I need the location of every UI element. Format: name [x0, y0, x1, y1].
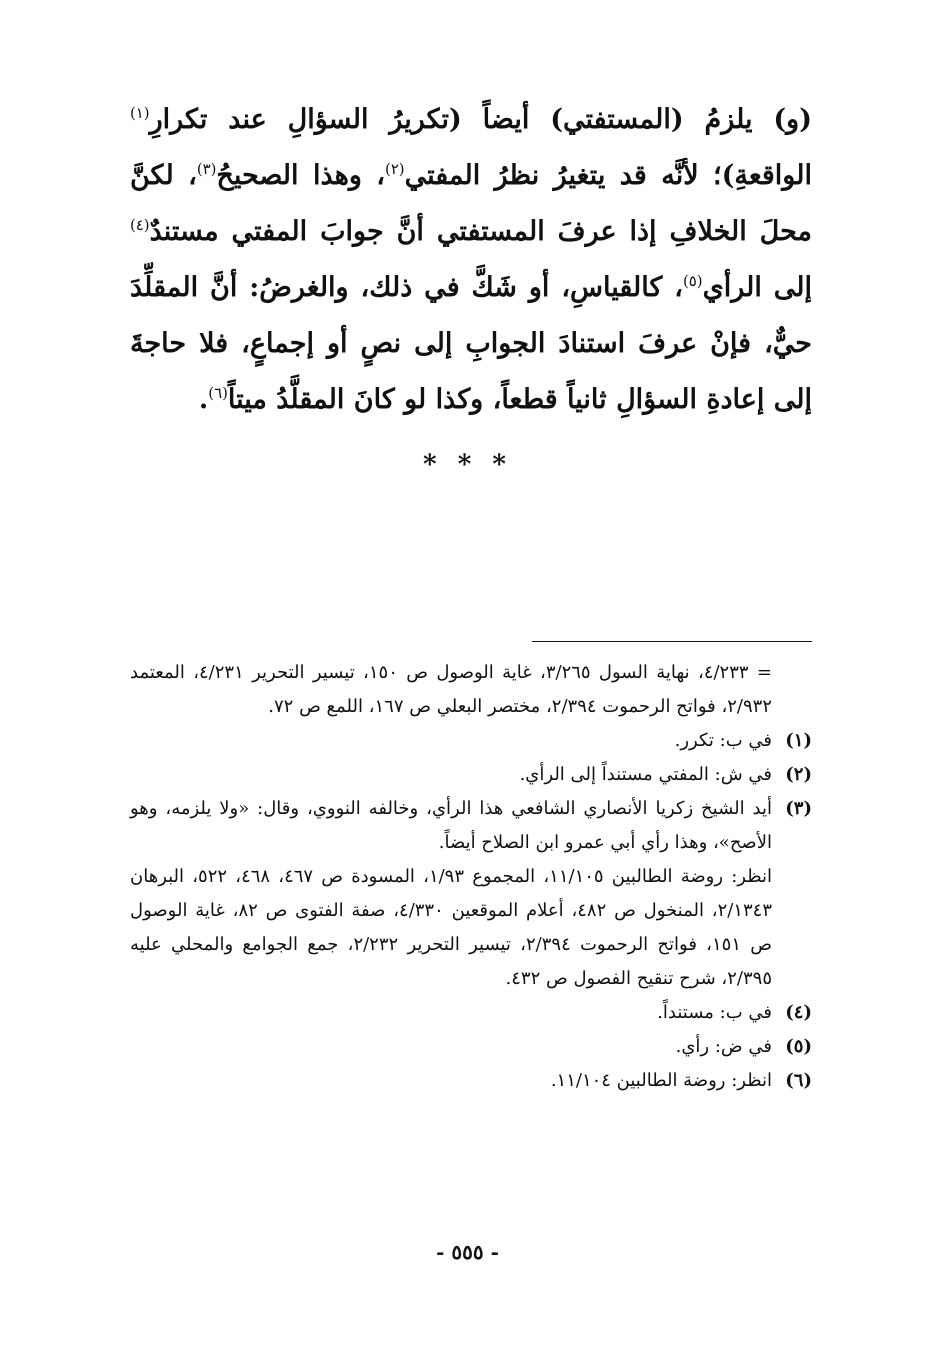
section-separator: * * * [423, 450, 512, 480]
footnote-item [130, 724, 812, 758]
footnotes [130, 656, 812, 1098]
footnote-ref-1: (١) [130, 104, 150, 122]
footnote-number: (٤) [785, 1002, 812, 1023]
footnote-text: في ب: مستنداً. [657, 1002, 772, 1023]
footnote-item [130, 1064, 812, 1098]
footnote-item [130, 996, 812, 1030]
footnote-3-references [130, 860, 812, 996]
footnote-divider [532, 641, 812, 642]
text-segment: إلى الرأي [702, 272, 812, 303]
footnote-number: (٢) [785, 764, 812, 785]
footnote-text: في ب: تكرر. [674, 730, 772, 751]
footnote-ref-2: (٢) [385, 160, 405, 178]
text-segment: ، وهذا الصحيحُ [216, 160, 386, 191]
footnote-text: في ض: رأي. [675, 1036, 772, 1057]
footnote-continuation: = ٤/٢٣٣، نهاية السول ٣/٢٦٥، غاية الوصول ص ١٥٠، تيسير التحرير ٤/٢٣١، المعتمد ٢/٩٣٢، فواتح الرحموت ٢/٣٩٤، مختصر البعلي ص ١٦٧، اللمع ص ٧٢. [130, 662, 772, 717]
main-paragraph [130, 92, 812, 428]
footnote-ref-3: (٣) [196, 160, 217, 178]
footnote-number: (٦) [785, 1070, 812, 1091]
main-text [130, 92, 812, 428]
footnote-number: (٣) [785, 798, 812, 819]
footnote-item [130, 1030, 812, 1064]
footnote-text: في ش: المفتي مستنداً إلى الرأي. [519, 764, 772, 785]
footnote-text: أيد الشيخ زكريا الأنصاري الشافعي هذا الرأي، وخالفه النووي، وقال: «ولا يلزمه، وهو الأصح»، وهذا رأي أبي عمرو ابن الصلاح أيضاً. [130, 798, 772, 853]
footnote-text: انظر: روضة الطالبين ١١/١٠٤. [550, 1070, 772, 1091]
footnote-item [130, 758, 812, 792]
footnote-ref-4: (٤) [130, 216, 150, 234]
text-segment: ، لكنَّ محلَ الخلافِ إذا عرفَ المستفتي أنَّ جوابَ المفتي مستندٌ [130, 160, 812, 247]
footnote-ref-6: (٦) [208, 384, 228, 402]
page-number: - ٥٥٥ - [436, 1240, 499, 1264]
footnote-number: (٥) [785, 1036, 812, 1057]
text-segment: الواقعةِ)؛ لأنَّه قد يتغيرُ نظرُ المفتي [404, 160, 812, 191]
footnote-text: انظر: روضة الطالبين ١١/١٠٥، المجموع ١/٩٣، المسودة ص ٤٦٧، ٤٦٨، ٥٢٢، البرهان ٢/١٣٤٣، المنخول ص ٤٨٢، أعلام الموقعين ٤/٣٣٠، صفة الفتوى ص ٨٢، غاية الوصول ص ١٥١، فواتح الرحموت ٢/٣٩٤، تيسير التحرير ٢/٢٣٢، جمع الجوامع والمحلي عليه ٢/٣٩٥، شرح تنقيح الفصول ص ٤٣٢. [130, 866, 773, 989]
footnote-item [130, 792, 812, 860]
text-segment: . [198, 384, 209, 415]
footnote-ref-5: (٥) [682, 272, 703, 290]
text-segment: ، كالقياسِ، أو شَكَّ في ذلك، والغرضُ: أنَّ المقلِّدَ حيٌّ، فإنْ عرفَ استنادَ الجوابِ إلى نصٍ أو إجماعٍ، فلا حاجةَ إلى إعادةِ السؤالِ ثانياً قطعاً، وكذا لو كانَ المقلَّدُ ميتاً [130, 272, 812, 415]
footnote-number: (١) [785, 730, 812, 751]
text-segment: (و) يلزمُ (المستفتي) أيضاً (تكريرُ السؤالِ عند تكرارِ [149, 104, 812, 135]
